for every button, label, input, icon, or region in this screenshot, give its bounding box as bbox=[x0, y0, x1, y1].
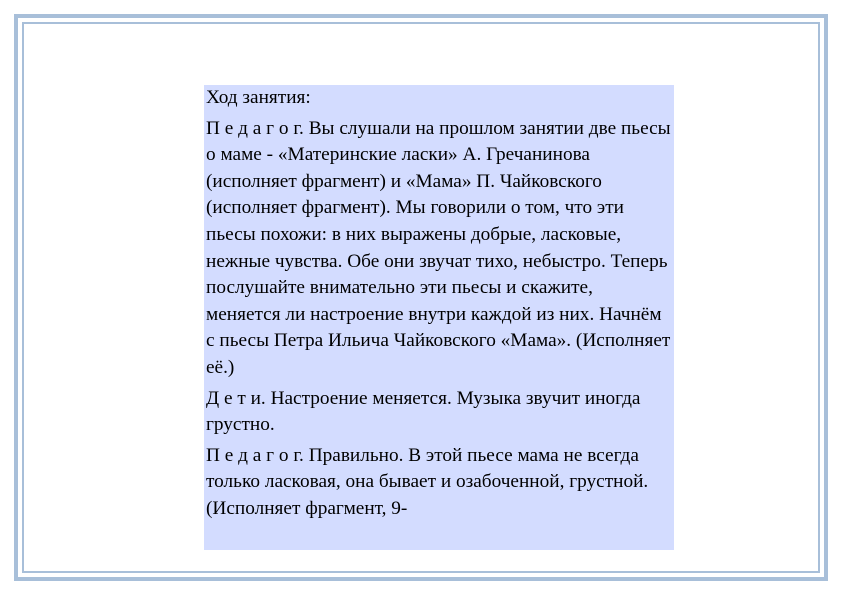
teacher-paragraph-1 bbox=[206, 116, 672, 382]
paragraph-text: Настроение меняется. Музыка звучит иногда грустно. bbox=[206, 387, 641, 436]
speaker-label: П е д а г о г. bbox=[206, 444, 304, 466]
teacher-paragraph-2 bbox=[206, 443, 672, 523]
paragraph-text: Правильно. В этой пьесе мама не всегда только ласковая, она бывает и озабоченной, грустной. (Исполняет фрагмент, 9- bbox=[206, 444, 649, 519]
lesson-heading: Ход занятия: bbox=[206, 87, 311, 108]
speaker-label: П е д а г о г. bbox=[206, 117, 304, 139]
speaker-label: Д е т и. bbox=[206, 387, 266, 409]
lesson-text-box bbox=[204, 85, 674, 550]
children-paragraph bbox=[206, 386, 672, 439]
paragraph-text: Вы слушали на прошлом занятии две пьесы о маме - «Материнские ласки» А. Гречанинова (исполняет фрагмент) и «Мама» П. Чайковского (исполняет фрагмент). Мы говорили о том, что эти пьесы похожи: в них выражены добрые, ласковые, нежные чувства. Обе они звучат тихо, небыстро. Теперь послушайте внимательно эти пьесы и скажите, меняется ли настроение внутри каждой из них. Начнём с пьесы Петра Ильича Чайковского «Мама». (Исполняет её.) bbox=[206, 117, 671, 378]
